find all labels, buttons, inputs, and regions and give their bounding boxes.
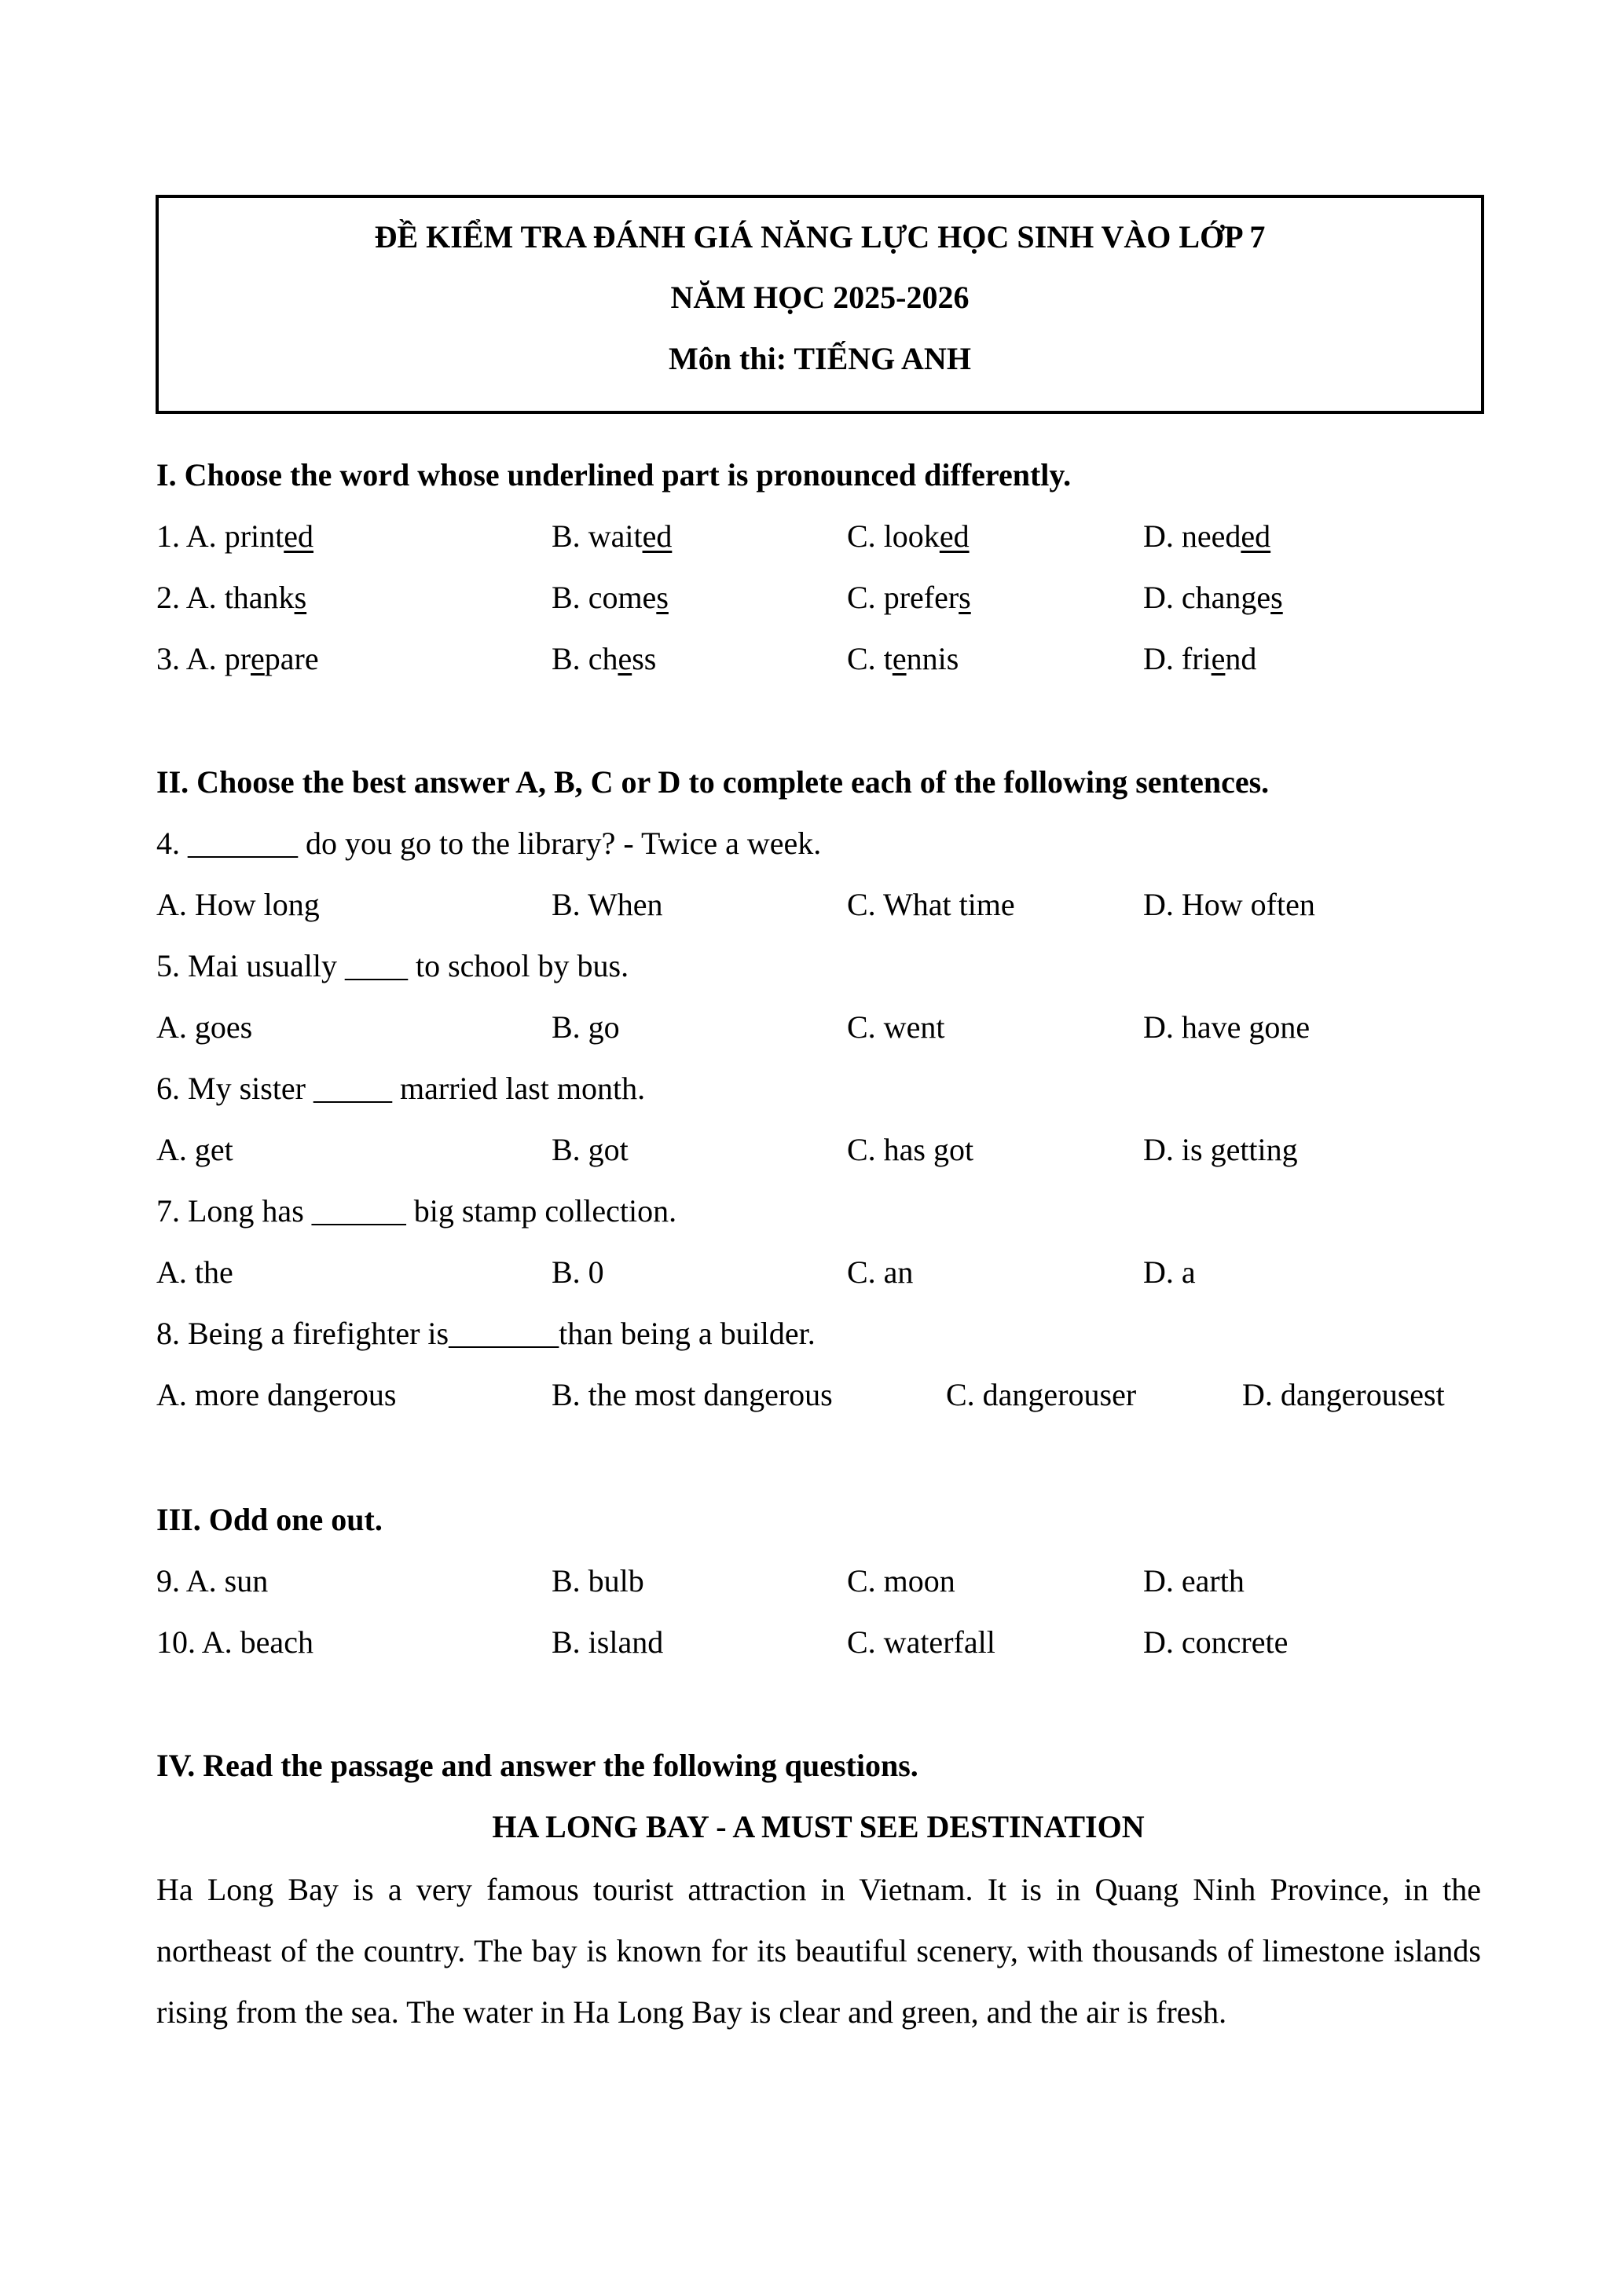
school-year: NĂM HỌC 2025-2026 [670, 280, 970, 315]
q5-option-b: B. go [552, 1009, 620, 1045]
passage-title: HA LONG BAY - A MUST SEE DESTINATION [492, 1809, 1145, 1844]
q7-stem: 7. Long has ______ big stamp collection. [156, 1193, 677, 1229]
q1-option-c: C. looked [847, 518, 970, 554]
passage-text: Ha Long Bay is a very famous tourist attraction in Vietnam. It is in Quang Ninh Province, in the northeast of the country. The bay is known for its beautiful scenery, with thousands of limestone islands rising from the sea. The water in Ha Long Bay is clear and green, and the air is fresh. [156, 1872, 1481, 2030]
section-3-heading: III. Odd one out. [156, 1502, 383, 1537]
section-4-heading: IV. Read the passage and answer the following questions. [156, 1748, 918, 1783]
section-2-heading: II. Choose the best answer A, B, C or D to complete each of the following sentences. [156, 764, 1270, 800]
exam-header-box [156, 195, 1484, 414]
q9-option-c: C. moon [847, 1563, 955, 1598]
q10-option-b: B. island [552, 1624, 664, 1660]
q5-option-a: A. goes [156, 1009, 253, 1045]
q4-option-c: C. What time [847, 887, 1015, 922]
q1-option-a: 1. A. printed [156, 518, 313, 554]
q4-stem: 4. _______ do you go to the library? - Twice a week. [156, 826, 822, 861]
q3-option-b: B. chess [552, 641, 657, 676]
q1-option-d: D. needed [1143, 518, 1271, 554]
q6-option-d: D. is getting [1143, 1132, 1298, 1167]
q4-option-a: A. How long [156, 887, 320, 922]
q3-option-d: D. friend [1143, 641, 1257, 676]
q4-option-b: B. When [552, 887, 663, 922]
q2-option-c: C. prefers [847, 580, 971, 615]
q3-option-c: C. tennis [847, 641, 959, 676]
q8-option-d: D. dangerousest [1242, 1377, 1445, 1412]
q3-option-a: 3. A. prepare [156, 641, 319, 676]
q10-option-c: C. waterfall [847, 1624, 995, 1660]
q8-stem: 8. Being a firefighter is_______than being a builder. [156, 1316, 816, 1351]
q6-option-b: B. got [552, 1132, 629, 1167]
q9-option-d: D. earth [1143, 1563, 1245, 1598]
q6-stem: 6. My sister _____ married last month. [156, 1071, 646, 1106]
q8-option-b: B. the most dangerous [552, 1377, 833, 1412]
q7-option-a: A. the [156, 1254, 233, 1290]
exam-title: ĐỀ KIỂM TRA ĐÁNH GIÁ NĂNG LỰC HỌC SINH VÀO LỚP 7 [374, 219, 1266, 255]
q5-option-d: D. have gone [1143, 1009, 1311, 1045]
q7-option-b: B. 0 [552, 1254, 604, 1290]
q10-option-d: D. concrete [1143, 1624, 1289, 1660]
q8-option-c: C. dangerouser [946, 1377, 1137, 1412]
subject: Môn thi: TIẾNG ANH [669, 341, 971, 376]
q9-option-b: B. bulb [552, 1563, 644, 1598]
q2-option-b: B. comes [552, 580, 669, 615]
section-1-heading: I. Choose the word whose underlined part is pronounced differently. [156, 457, 1072, 493]
q9-option-a: 9. A. sun [156, 1563, 269, 1598]
q2-option-a: 2. A. thanks [156, 580, 307, 615]
q7-option-d: D. a [1143, 1254, 1196, 1290]
q5-stem: 5. Mai usually ____ to school by bus. [156, 948, 629, 983]
q10-option-a: 10. A. beach [156, 1624, 313, 1660]
q7-option-c: C. an [847, 1254, 914, 1290]
q6-option-c: C. has got [847, 1132, 974, 1167]
q2-option-d: D. changes [1143, 580, 1283, 615]
q1-option-b: B. waited [552, 518, 673, 554]
q6-option-a: A. get [156, 1132, 233, 1167]
q4-option-d: D. How often [1143, 887, 1315, 922]
q5-option-c: C. went [847, 1009, 945, 1045]
q8-option-a: A. more dangerous [156, 1377, 397, 1412]
